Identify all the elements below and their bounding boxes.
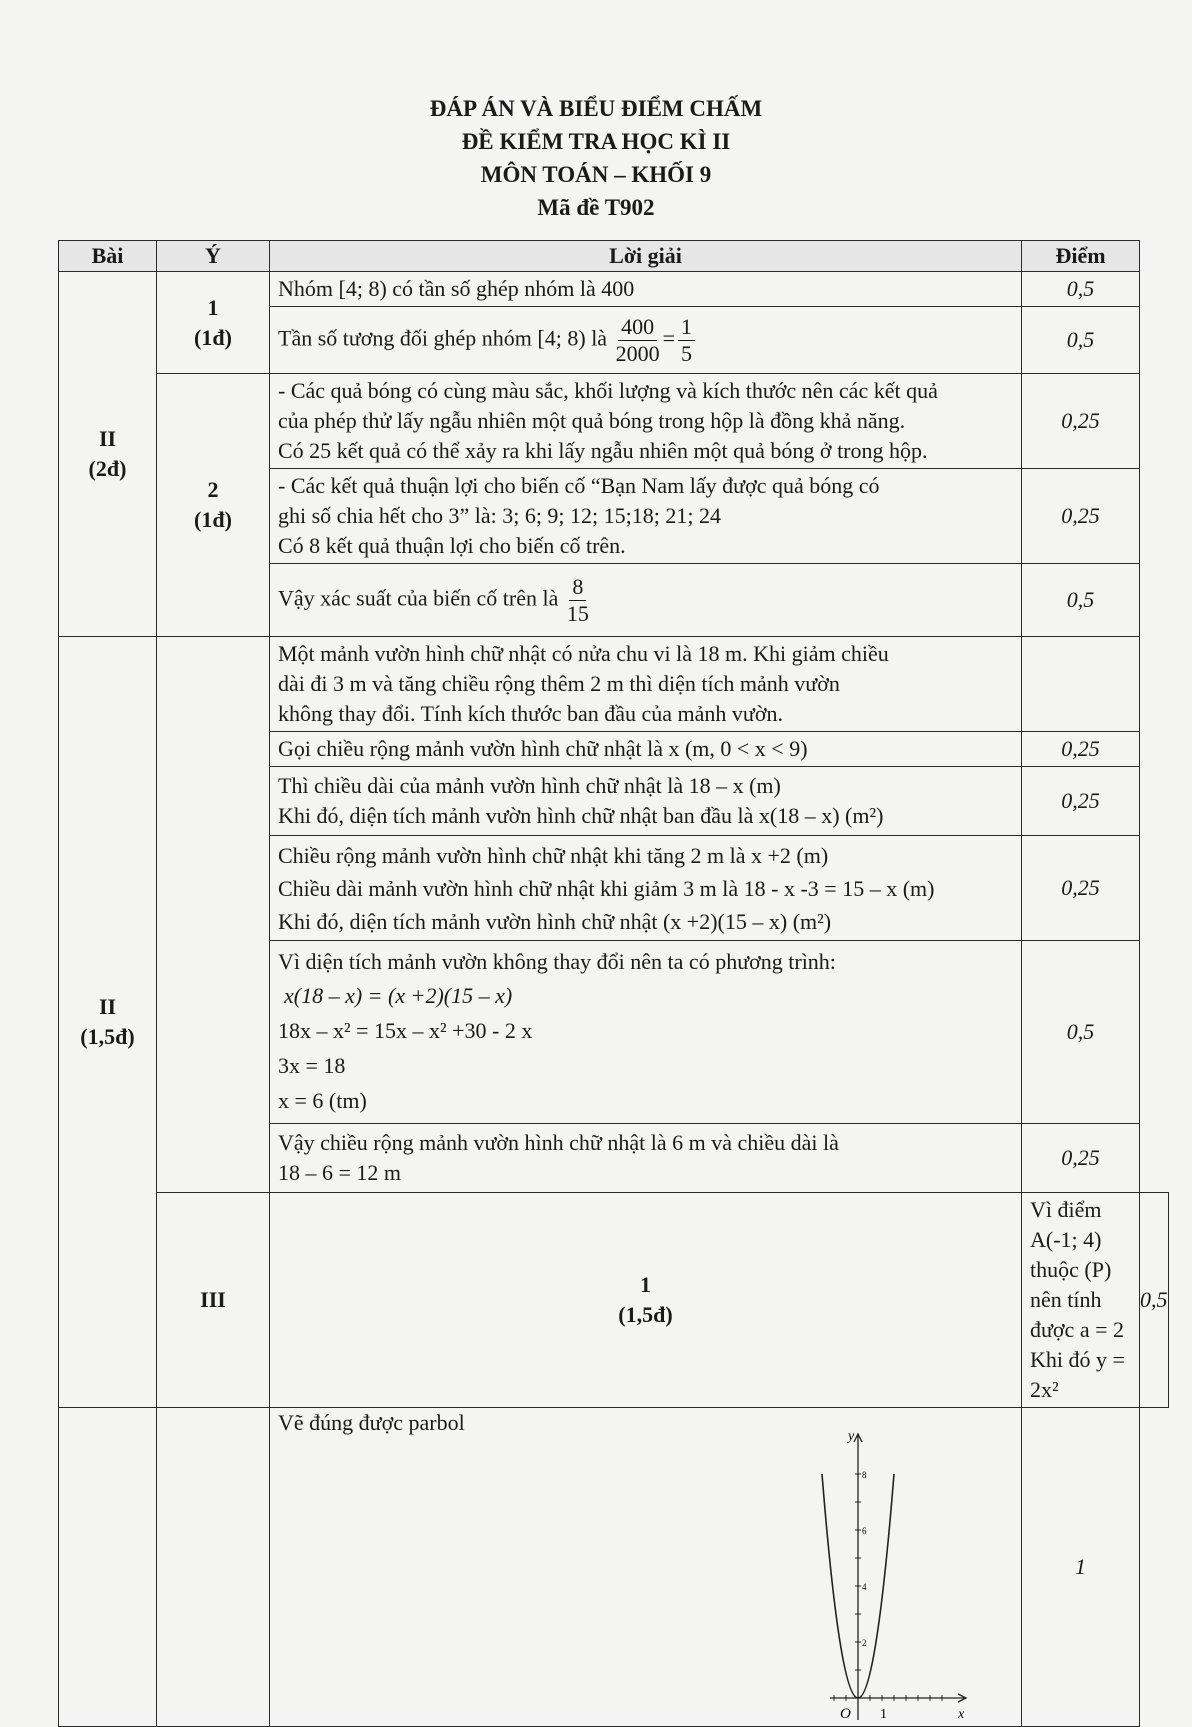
col-header-loigiai: Lời giải: [270, 241, 1022, 272]
solution-cell: Vậy chiều rộng mảnh vườn hình chữ nhật là 6 m và chiều dài là 18 – 6 = 12 m: [270, 1124, 1022, 1193]
points-cell: 0,25: [1022, 374, 1140, 469]
header-code: Mã đề T902: [537, 195, 655, 220]
table-row: [59, 1193, 1169, 1408]
solution-cell: Gọi chiều rộng mảnh vườn hình chữ nhật là x (m, 0 < x < 9): [270, 732, 1022, 767]
col-header-y: Ý: [157, 241, 270, 272]
table-row: [59, 637, 1169, 732]
table-row: [59, 1408, 1169, 1727]
points-cell: 0,25: [1022, 469, 1140, 564]
y-cell: 2 (1đ): [157, 374, 270, 637]
bai-cell: [59, 1408, 157, 1727]
y-tick-label: 6: [862, 1526, 867, 1536]
table-row: [59, 272, 1169, 307]
solution-cell: Thì chiều dài của mảnh vườn hình chữ nhật là 18 – x (m) Khi đó, diện tích mảnh vườn hình chữ nhật ban đầu là x(18 – x) (m²): [270, 767, 1022, 836]
solution-cell: - Các quả bóng có cùng màu sắc, khối lượng và kích thước nên các kết quả của phép thử lấy ngẫu nhiên một quả bóng trong hộp là đồng khả năng. Có 25 kết quả có thể xảy ra khi lấy ngẫu nhiên một quả bóng ở trong hộp.: [270, 374, 1022, 469]
solution-cell: Nhóm [4; 8) có tần số ghép nhóm là 400: [270, 272, 1022, 307]
points-cell: 0,5: [1022, 272, 1140, 307]
document-header: [0, 92, 1192, 224]
y-cell: 1 (1đ): [157, 272, 270, 374]
header-subject: MÔN TOÁN – KHỐI 9: [480, 162, 712, 187]
solution-text: Vẽ đúng được parbol: [278, 1410, 465, 1435]
table-header-row: [59, 241, 1169, 272]
bai-cell: II (1,5đ): [59, 637, 157, 1408]
y-tick-label: 8: [862, 1470, 867, 1480]
x-axis-label: x: [958, 1707, 965, 1722]
solution-cell: - Các kết quả thuận lợi cho biến cố “Bạn Nam lấy được quả bóng có ghi số chia hết cho 3” là: 3; 6; 9; 12; 15;18; 21; 24 Có 8 kết quả thuận lợi cho biến cố trên.: [270, 469, 1022, 564]
points-cell: 1: [1022, 1408, 1140, 1727]
solution-cell: Vì điểm A(-1; 4) thuộc (P) nên tính được a = 2 Khi đó y = 2x²: [1022, 1193, 1140, 1408]
solution-cell: Tần số tương đối ghép nhóm [4; 8) là $\frac{400}{2000}$ = $\frac{1}{5}$: [270, 307, 1022, 374]
answer-table: [58, 240, 1169, 1727]
solution-cell: [270, 1408, 1022, 1727]
fraction: $\frac{8}{15}$: [566, 573, 589, 626]
points-cell: 0,5: [1022, 564, 1140, 637]
col-header-bai: Bài: [59, 241, 157, 272]
header-title: ĐÁP ÁN VÀ BIỂU ĐIỂM CHẤM: [429, 96, 763, 121]
parabola-graph: [820, 1428, 970, 1724]
header-exam: ĐỀ KIỂM TRA HỌC KÌ II: [461, 129, 731, 154]
solution-cell: Vì diện tích mảnh vườn không thay đổi nên ta có phương trình: x(18 – x) = (x +2)(15 – x) 18x – x² = 15x – x² +30 - 2 x 3x = 18 x = 6 (tm): [270, 941, 1022, 1124]
col-header-diem: Điểm: [1022, 241, 1140, 272]
points-cell: 0,25: [1022, 767, 1140, 836]
y-cell: [157, 1408, 270, 1727]
points-cell: 0,25: [1022, 1124, 1140, 1193]
y-cell: 1 (1,5đ): [270, 1193, 1022, 1408]
points-cell: 0,5: [1022, 941, 1140, 1124]
y-tick-label: 4: [862, 1582, 867, 1592]
points-cell: 0,5: [1140, 1193, 1169, 1408]
solution-cell: Chiều rộng mảnh vườn hình chữ nhật khi tăng 2 m là x +2 (m) Chiều dài mảnh vườn hình chữ nhật khi giảm 3 m là 18 - x -3 = 15 – x (m) Khi đó, diện tích mảnh vườn hình chữ nhật (x +2)(15 – x) (m²): [270, 836, 1022, 941]
solution-cell: Vậy xác suất của biến cố trên là $\frac{8}{15}$: [270, 564, 1022, 637]
fraction: $\frac{1}{5}$: [678, 314, 695, 367]
y-tick-label: 2: [862, 1638, 867, 1648]
points-cell: 0,25: [1022, 836, 1140, 941]
x-tick-label-1: 1: [880, 1707, 887, 1722]
points-cell: 0,25: [1022, 732, 1140, 767]
fraction: $\frac{400}{2000}$: [615, 313, 660, 366]
points-cell: 0,5: [1022, 307, 1140, 374]
bai-cell: II (2đ): [59, 272, 157, 637]
bai-cell: III: [157, 1193, 270, 1408]
origin-label: O: [840, 1706, 851, 1722]
y-cell: [157, 637, 270, 1193]
y-axis-label: y: [848, 1429, 855, 1444]
table-row: [59, 374, 1169, 469]
points-cell: [1022, 637, 1140, 732]
solution-cell: Một mảnh vườn hình chữ nhật có nửa chu vi là 18 m. Khi giảm chiều dài đi 3 m và tăng chiều rộng thêm 2 m thì diện tích mảnh vườn không thay đổi. Tính kích thước ban đầu của mảnh vườn.: [270, 637, 1022, 732]
